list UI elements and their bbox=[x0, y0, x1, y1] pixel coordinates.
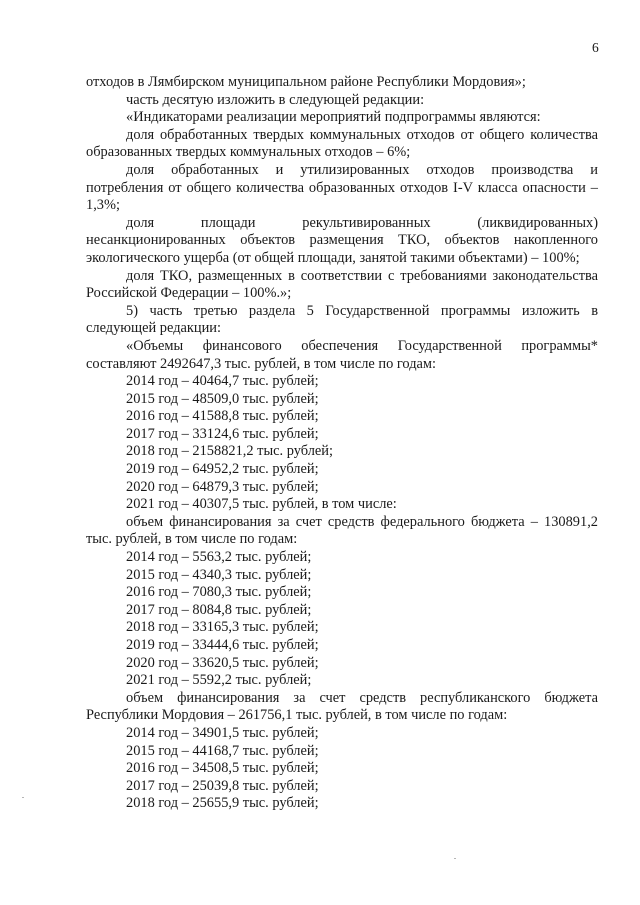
document-body bbox=[86, 74, 598, 813]
scan-speck bbox=[22, 797, 24, 798]
text-line: «Индикаторами реализации мероприятий подпрограммы являются: bbox=[126, 109, 541, 126]
paragraph: объем финансирования за счет средств федерального бюджета – 130891,2 тыс. рублей, в том числе по годам: bbox=[86, 513, 598, 548]
list-item: 2019 год – 33444,6 тыс. рублей; bbox=[126, 637, 319, 653]
list-item: 2014 год – 34901,5 тыс. рублей; bbox=[126, 724, 319, 741]
list-item: 2021 год – 5592,2 тыс. рублей; bbox=[126, 672, 312, 689]
list-item: 2017 год – 8084,8 тыс. рублей; bbox=[126, 601, 312, 618]
list-item: 2016 год – 7080,3 тыс. рублей; bbox=[126, 584, 312, 601]
list-item: 2015 год – 48509,0 тыс. рублей; bbox=[126, 390, 319, 407]
paragraph: «Объемы финансового обеспечения Государственной программы* составляют 2492647,3 тыс. рублей, в том числе по годам: bbox=[86, 337, 598, 372]
list-item: 2018 год – 2158821,2 тыс. рублей; bbox=[126, 443, 333, 460]
list-item: 2021 год – 40307,5 тыс. рублей, в том числе: bbox=[126, 496, 397, 513]
paragraph: доля ТКО, размещенных в соответствии с требованиями законодательства Российской Федерации – 100%.»; bbox=[86, 267, 598, 302]
list-item: 2016 год – 34508,5 тыс. рублей; bbox=[126, 760, 319, 777]
list-item: 2014 год – 40464,7 тыс. рублей; bbox=[126, 373, 319, 390]
list-item: 2017 год – 25039,8 тыс. рублей; bbox=[126, 777, 319, 794]
text-line: часть десятую изложить в следующей редакции: bbox=[126, 91, 425, 108]
paragraph: 5) часть третью раздела 5 Государственной программы изложить в следующей редакции: bbox=[86, 302, 598, 337]
total-years-list bbox=[86, 373, 598, 514]
federal-years-list bbox=[86, 549, 598, 690]
paragraph: доля обработанных твердых коммунальных отходов от общего количества образованных твердых коммунальных отходов – 6%; bbox=[86, 126, 598, 161]
paragraph: доля обработанных и утилизированных отходов производства и потребления от общего количества образованных отходов I-V класса опасности – 1,3%; bbox=[86, 161, 598, 214]
list-item: 2015 год – 4340,3 тыс. рублей; bbox=[126, 566, 312, 583]
text-line: отходов в Лямбирском муниципальном районе Республики Мордовия»; bbox=[86, 74, 526, 90]
paragraph: доля площади рекультивированных (ликвидированных) несанкционированных объектов размещения ТКО, объектов накопленного экологического ущерба (от общей площади, занятой такими объектами) – 100%; bbox=[86, 214, 598, 266]
list-item: 2017 год – 33124,6 тыс. рублей; bbox=[126, 425, 319, 442]
paragraph: объем финансирования за счет средств республиканского бюджета Республики Мордовия – 261756,1 тыс. рублей, в том числе по годам: bbox=[86, 689, 598, 724]
list-item: 2020 год – 64879,3 тыс. рублей; bbox=[126, 478, 319, 495]
list-item: 2018 год – 25655,9 тыс. рублей; bbox=[126, 795, 319, 812]
list-item: 2016 год – 41588,8 тыс. рублей; bbox=[126, 408, 319, 425]
list-item: 2019 год – 64952,2 тыс. рублей; bbox=[126, 461, 319, 478]
list-item: 2018 год – 33165,3 тыс. рублей; bbox=[126, 619, 319, 636]
scan-speck bbox=[454, 858, 456, 859]
list-item: 2015 год – 44168,7 тыс. рублей; bbox=[126, 742, 319, 759]
list-item: 2020 год – 33620,5 тыс. рублей; bbox=[126, 654, 319, 671]
page-number: 6 bbox=[592, 40, 599, 55]
list-item: 2014 год – 5563,2 тыс. рублей; bbox=[126, 549, 312, 566]
republic-years-list bbox=[86, 725, 598, 813]
